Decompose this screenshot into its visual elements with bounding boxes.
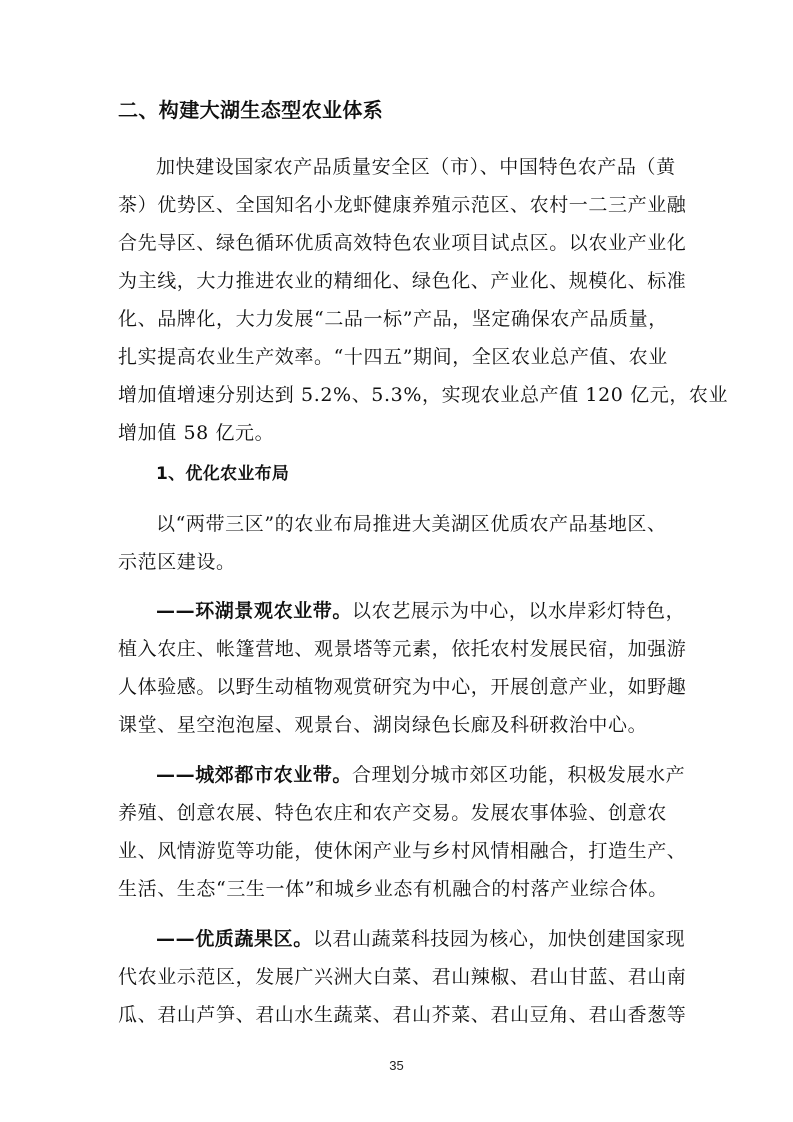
intro-line-3: 合先导区、绿色循环优质高效特色农业项目试点区。以农业产业化: [118, 232, 687, 254]
section-title: 二、构建大湖生态型农业体系: [118, 98, 384, 122]
belt2-line-1: [156, 762, 685, 788]
belt2-line-3: 业、风情游览等功能，使休闲产业与乡村风情相融合，打造生产、: [118, 840, 687, 862]
belt1-first-rest: 以农艺展示为中心，以水岸彩灯特色，: [352, 600, 686, 622]
intro-line-1: 加快建设国家农产品质量安全区（市）、中国特色农产品（黄: [156, 156, 676, 178]
layout-line-1: 以“两带三区”的农业布局推进大美湖区优质农产品基地区、: [156, 513, 667, 535]
zone1-line-1: [156, 926, 685, 952]
belt1-line-1: [156, 598, 685, 624]
page-number: 35: [389, 1058, 404, 1073]
intro-line-7: 增加值增速分别达到 5.2%、5.3%，实现农业总产值 120 亿元，农业: [118, 384, 729, 406]
belt1-line-3: 人体验感。以野生动植物观赏研究为中心，开展创意产业，如野趣: [118, 676, 687, 698]
belt1-line-4: 课堂、星空泡泡屋、观景台、湖岗绿色长廊及科研救治中心。: [118, 714, 648, 736]
intro-line-6: 扎实提高农业生产效率。“十四五”期间，全区农业总产值、农业: [118, 346, 668, 368]
zone1-lead: ——优质蔬果区。: [156, 928, 313, 950]
belt1-lead: ——环湖景观农业带。: [156, 600, 353, 622]
intro-line-5: 化、品牌化，大力发展“二品一标”产品，坚定确保农产品质量，: [118, 308, 668, 330]
belt2-line-4: 生活、生态“三生一体”和城乡业态有机融合的村落产业综合体。: [118, 878, 668, 900]
belt1-line-2: 植入农庄、帐篷营地、观景塔等元素，依托农村发展民宿，加强游: [118, 638, 687, 660]
belt2-first-rest: 合理划分城市郊区功能，积极发展水产: [352, 764, 686, 786]
belt2-line-2: 养殖、创意农展、特色农庄和农产交易。发展农事体验、创意农: [118, 802, 667, 824]
intro-line-2: 茶）优势区、全国知名小龙虾健康养殖示范区、农村一二三产业融: [118, 194, 687, 216]
layout-line-2: 示范区建设。: [118, 551, 236, 573]
subsection-title: 1、优化农业布局: [156, 464, 290, 484]
zone1-line-2: 代农业示范区，发展广兴洲大白菜、君山辣椒、君山甘蓝、君山南: [118, 966, 687, 988]
intro-line-8: 增加值 58 亿元。: [118, 422, 275, 444]
zone1-line-3: 瓜、君山芦笋、君山水生蔬菜、君山芥菜、君山豆角、君山香葱等: [118, 1004, 687, 1026]
intro-line-4: 为主线，大力推进农业的精细化、绿色化、产业化、规模化、标准: [118, 270, 687, 292]
zone1-first-rest: 以君山蔬菜科技园为核心，加快创建国家现: [312, 928, 686, 950]
belt2-lead: ——城郊都市农业带。: [156, 764, 353, 786]
